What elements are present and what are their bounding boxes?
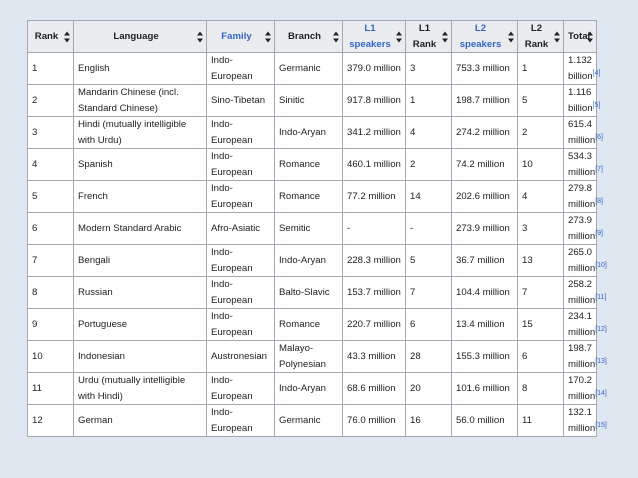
branch-cell[interactable] [275, 245, 343, 277]
header-row [28, 21, 597, 53]
l1-speakers-cell-text: 77.2 million [347, 190, 396, 202]
header-language-label: Language [113, 30, 159, 42]
family-cell-text: Austronesian [211, 350, 267, 362]
total-cell-text: 273.9 million [568, 215, 596, 242]
l2-rank-cell [518, 405, 564, 437]
l1-rank-cell-text: - [410, 222, 414, 234]
total-cell [564, 213, 603, 245]
reference-link[interactable]: [8] [595, 197, 603, 205]
family-cell-text: Indo-European [211, 247, 253, 274]
l1-speakers-cell [343, 85, 406, 117]
l1-rank-cell-text: 6 [410, 318, 416, 330]
l1-rank-cell-text: 28 [410, 350, 421, 362]
reference-link[interactable]: [6] [595, 133, 603, 141]
header-branch[interactable] [275, 21, 343, 53]
header-l1-rank-label: L1 Rank [412, 23, 437, 50]
l2-rank-cell-text: 5 [522, 94, 528, 106]
sort-icon[interactable] [396, 31, 402, 42]
language-cell-text: German [78, 414, 113, 426]
reference-link[interactable]: [7] [595, 165, 603, 173]
rank-cell [28, 149, 74, 181]
l1-rank-cell-text: 16 [410, 414, 421, 426]
rank-cell-text: 9 [32, 318, 38, 330]
l1-rank-cell [406, 181, 452, 213]
table-row [28, 341, 597, 373]
branch-cell[interactable] [275, 149, 343, 181]
l2-speakers-cell [452, 53, 518, 85]
l1-speakers-cell [343, 117, 406, 149]
header-language[interactable] [74, 21, 207, 53]
family-cell-text: Indo-European [211, 375, 253, 402]
l1-rank-cell [406, 213, 452, 245]
total-cell [564, 245, 607, 277]
header-l1-rank[interactable] [406, 21, 452, 53]
l1-speakers-cell [343, 53, 406, 85]
l2-speakers-cell-text: 753.3 million [456, 62, 510, 74]
l1-speakers-cell [343, 181, 406, 213]
branch-cell-text: Germanic [279, 414, 321, 426]
l2-rank-cell [518, 181, 564, 213]
l1-rank-cell-text: 4 [410, 126, 416, 138]
language-cell[interactable] [74, 117, 207, 149]
rank-cell-text: 5 [32, 190, 38, 202]
l2-speakers-cell-text: 155.3 million [456, 350, 510, 362]
l2-rank-cell-text: 13 [522, 254, 533, 266]
header-branch-label: Branch [287, 30, 322, 42]
l1-rank-cell [406, 373, 452, 405]
l2-rank-cell [518, 213, 564, 245]
l2-speakers-cell [452, 181, 518, 213]
reference-link[interactable]: [5] [592, 101, 601, 109]
family-cell-text: Indo-European [211, 119, 253, 146]
language-cell[interactable] [74, 181, 207, 213]
l2-speakers-cell [452, 309, 518, 341]
family-cell[interactable] [207, 405, 275, 437]
family-cell-text: Sino-Tibetan [211, 94, 266, 106]
table-row [28, 117, 597, 149]
l2-speakers-cell-text: 104.4 million [456, 286, 510, 298]
l2-rank-cell-text: 2 [522, 126, 528, 138]
language-cell[interactable] [74, 309, 207, 341]
l1-rank-cell [406, 341, 452, 373]
family-cell[interactable] [207, 309, 275, 341]
rank-cell-text: 4 [32, 158, 38, 170]
l2-speakers-cell [452, 405, 518, 437]
language-cell-text: Indonesian [78, 350, 125, 362]
l1-speakers-cell-text: 228.3 million [347, 254, 401, 266]
table-body [28, 53, 607, 437]
rank-cell [28, 405, 74, 437]
rank-cell [28, 181, 74, 213]
branch-cell-text: Malayo-Polynesian [279, 343, 326, 370]
sort-icon[interactable] [442, 31, 448, 42]
l2-speakers-cell [452, 277, 518, 309]
language-cell[interactable] [74, 85, 207, 117]
family-cell[interactable] [207, 341, 275, 373]
header-total-label: Total [568, 30, 591, 42]
language-cell-text: Portuguese [78, 318, 128, 330]
l1-speakers-cell-text: 460.1 million [347, 158, 401, 170]
family-cell-text: Indo-European [211, 407, 253, 434]
l2-rank-cell [518, 277, 564, 309]
reference-link[interactable]: [13] [595, 357, 607, 365]
l1-rank-cell-text: 2 [410, 158, 416, 170]
header-l2-speakers[interactable] [452, 21, 518, 53]
l2-rank-cell-text: 3 [522, 222, 528, 234]
branch-cell[interactable] [275, 181, 343, 213]
branch-cell[interactable] [275, 341, 343, 373]
language-cell-text: Russian [78, 286, 113, 298]
family-cell-text: Indo-European [211, 311, 253, 338]
total-cell [564, 117, 603, 149]
rank-cell [28, 373, 74, 405]
rank-cell-text: 6 [32, 222, 38, 234]
l1-speakers-cell [343, 309, 406, 341]
sort-icon[interactable] [333, 31, 339, 42]
reference-link[interactable]: [10] [595, 261, 607, 269]
l2-speakers-cell [452, 85, 518, 117]
family-cell[interactable] [207, 117, 275, 149]
reference-link[interactable]: [4] [592, 69, 601, 77]
total-cell [564, 85, 601, 117]
family-cell-text: Indo-European [211, 183, 253, 210]
l2-speakers-cell [452, 149, 518, 181]
l1-speakers-cell-text: 917.8 million [347, 94, 401, 106]
language-cell-text: Bengali [78, 254, 111, 266]
l1-speakers-cell-text: 43.3 million [347, 350, 396, 362]
family-cell-text: Indo-European [211, 55, 253, 82]
l1-rank-cell-text: 7 [410, 286, 416, 298]
l2-rank-cell [518, 373, 564, 405]
total-cell [564, 181, 603, 213]
total-cell-text: 198.7 million [568, 343, 596, 370]
rank-cell [28, 309, 74, 341]
l2-speakers-cell-text: 101.6 million [456, 382, 510, 394]
l2-speakers-cell-text: 13.4 million [456, 318, 505, 330]
l1-speakers-cell-text: 76.0 million [347, 414, 396, 426]
sort-icon[interactable] [587, 31, 593, 42]
header-family[interactable] [207, 21, 275, 53]
family-cell-text: Afro-Asiatic [211, 222, 261, 234]
l1-rank-cell-text: 20 [410, 382, 421, 394]
rank-cell [28, 85, 74, 117]
sort-icon[interactable] [265, 31, 271, 42]
l1-speakers-cell [343, 245, 406, 277]
total-cell-text: 170.2 million [568, 375, 596, 402]
l2-rank-cell-text: 4 [522, 190, 528, 202]
l1-speakers-cell [343, 277, 406, 309]
l2-rank-cell-text: 7 [522, 286, 528, 298]
family-cell-text: Indo-European [211, 279, 253, 306]
table-row [28, 85, 597, 117]
total-cell-text: 234.1 million [568, 311, 596, 338]
reference-link[interactable]: [15] [595, 421, 607, 429]
l1-rank-cell-text: 14 [410, 190, 421, 202]
total-cell [564, 277, 607, 309]
branch-cell[interactable] [275, 85, 343, 117]
l1-speakers-cell-text: 220.7 million [347, 318, 401, 330]
l2-speakers-cell [452, 117, 518, 149]
header-l2-speakers-label[interactable]: L2 speakers [459, 23, 502, 50]
l2-rank-cell-text: 1 [522, 62, 528, 74]
branch-cell-text: Romance [279, 190, 321, 202]
branch-cell-text: Indo-Aryan [279, 254, 326, 266]
l2-speakers-cell [452, 245, 518, 277]
l1-rank-cell [406, 53, 452, 85]
l2-speakers-cell [452, 341, 518, 373]
l1-rank-cell [406, 309, 452, 341]
reference-link[interactable]: [11] [595, 293, 607, 301]
sort-icon[interactable] [554, 31, 560, 42]
branch-cell-text: Indo-Aryan [279, 382, 326, 394]
l1-speakers-cell-text: 153.7 million [347, 286, 401, 298]
l2-speakers-cell [452, 213, 518, 245]
l1-rank-cell [406, 85, 452, 117]
total-cell-text: 615.4 million [568, 119, 596, 146]
l2-rank-cell-text: 15 [522, 318, 533, 330]
language-cell-text: Hindi (mutually intelligible with Urdu) [78, 119, 187, 146]
rank-cell [28, 341, 74, 373]
total-cell [564, 309, 607, 341]
branch-cell[interactable] [275, 309, 343, 341]
l2-rank-cell-text: 10 [522, 158, 533, 170]
l2-speakers-cell-text: 273.9 million [456, 222, 510, 234]
l1-rank-cell [406, 405, 452, 437]
total-cell-text: 1.132 billion [568, 55, 593, 82]
reference-link[interactable]: [14] [595, 389, 607, 397]
language-cell[interactable] [74, 245, 207, 277]
l2-rank-cell-text: 8 [522, 382, 528, 394]
language-cell-text: Mandarin Chinese (incl. Standard Chinese) [78, 87, 179, 114]
l1-speakers-cell [343, 149, 406, 181]
total-cell-text: 265.0 million [568, 247, 596, 274]
family-cell[interactable] [207, 181, 275, 213]
rank-cell [28, 277, 74, 309]
header-family-label[interactable]: Family [221, 30, 252, 42]
rank-cell-text: 7 [32, 254, 38, 266]
reference-link[interactable]: [12] [595, 325, 607, 333]
l1-rank-cell [406, 245, 452, 277]
language-cell[interactable] [74, 53, 207, 85]
table-row [28, 309, 597, 341]
branch-cell-text: Balto-Slavic [279, 286, 330, 298]
total-cell-text: 1.116 billion [568, 87, 593, 114]
table-row [28, 373, 597, 405]
branch-cell[interactable] [275, 117, 343, 149]
language-cell[interactable] [74, 405, 207, 437]
language-cell-text: Spanish [78, 158, 113, 170]
l1-speakers-cell [343, 341, 406, 373]
l2-speakers-cell-text: 202.6 million [456, 190, 510, 202]
branch-cell[interactable] [275, 53, 343, 85]
reference-link[interactable]: [9] [595, 229, 603, 237]
l2-rank-cell-text: 6 [522, 350, 528, 362]
rank-cell [28, 245, 74, 277]
rank-cell-text: 8 [32, 286, 38, 298]
total-cell [564, 149, 603, 181]
l1-rank-cell-text: 3 [410, 62, 416, 74]
l1-rank-cell [406, 149, 452, 181]
rank-cell-text: 12 [32, 414, 43, 426]
table-row [28, 149, 597, 181]
total-cell-text: 279.8 million [568, 183, 596, 210]
total-cell-text: 534.3 million [568, 151, 596, 178]
rank-cell-text: 2 [32, 94, 38, 106]
l1-speakers-cell [343, 373, 406, 405]
rank-cell [28, 53, 74, 85]
sort-icon[interactable] [64, 31, 70, 42]
table-row [28, 181, 597, 213]
l1-speakers-cell-text: - [347, 222, 351, 234]
family-cell[interactable] [207, 213, 275, 245]
total-cell-text: 132.1 million [568, 407, 596, 434]
l2-rank-cell [518, 117, 564, 149]
rank-cell-text: 1 [32, 62, 38, 74]
family-cell-text: Indo-European [211, 151, 253, 178]
l2-speakers-cell-text: 74.2 million [456, 158, 505, 170]
l1-speakers-cell-text: 379.0 million [347, 62, 401, 74]
family-cell[interactable] [207, 53, 275, 85]
family-cell[interactable] [207, 245, 275, 277]
language-cell[interactable] [74, 277, 207, 309]
branch-cell[interactable] [275, 405, 343, 437]
total-cell [564, 373, 607, 405]
l2-rank-cell [518, 53, 564, 85]
branch-cell[interactable] [275, 213, 343, 245]
total-cell [564, 341, 607, 373]
language-cell[interactable] [74, 149, 207, 181]
l2-speakers-cell-text: 274.2 million [456, 126, 510, 138]
language-cell-text: French [78, 190, 108, 202]
header-rank-label: Rank [34, 30, 59, 42]
languages-table [27, 20, 607, 437]
l2-rank-cell [518, 309, 564, 341]
language-cell[interactable] [74, 373, 207, 405]
language-cell-text: Urdu (mutually intelligible with Hindi) [78, 375, 186, 402]
branch-cell-text: Germanic [279, 62, 321, 74]
family-cell[interactable] [207, 149, 275, 181]
language-cell[interactable] [74, 213, 207, 245]
language-cell-text: English [78, 62, 110, 74]
family-cell[interactable] [207, 373, 275, 405]
table-row [28, 53, 597, 85]
language-cell[interactable] [74, 341, 207, 373]
l2-speakers-cell-text: 56.0 million [456, 414, 505, 426]
branch-cell-text: Indo-Aryan [279, 126, 326, 138]
table-row [28, 245, 597, 277]
branch-cell-text: Semitic [279, 222, 311, 234]
family-cell[interactable] [207, 85, 275, 117]
header-l2-rank[interactable] [518, 21, 564, 53]
branch-cell[interactable] [275, 277, 343, 309]
family-cell[interactable] [207, 277, 275, 309]
rank-cell [28, 117, 74, 149]
total-cell [564, 53, 601, 85]
rank-cell-text: 10 [32, 350, 43, 362]
rank-cell-text: 3 [32, 126, 38, 138]
branch-cell[interactable] [275, 373, 343, 405]
header-l2-rank-label: L2 Rank [524, 23, 549, 50]
l2-rank-cell [518, 341, 564, 373]
sort-icon[interactable] [508, 31, 514, 42]
l1-rank-cell [406, 277, 452, 309]
l1-speakers-cell-text: 341.2 million [347, 126, 401, 138]
header-l1-speakers-label[interactable]: L1 speakers [349, 23, 391, 50]
header-total[interactable] [564, 21, 597, 53]
l2-rank-cell [518, 85, 564, 117]
rank-cell [28, 213, 74, 245]
l1-rank-cell-text: 5 [410, 254, 416, 266]
sort-icon[interactable] [197, 31, 203, 42]
l2-rank-cell [518, 149, 564, 181]
table-row [28, 277, 597, 309]
l2-speakers-cell-text: 36.7 million [456, 254, 505, 266]
total-cell [564, 405, 607, 437]
l1-speakers-cell [343, 213, 406, 245]
table-row [28, 213, 597, 245]
language-cell-text: Modern Standard Arabic [78, 222, 182, 234]
l1-rank-cell [406, 117, 452, 149]
l2-speakers-cell [452, 373, 518, 405]
rank-cell-text: 11 [32, 382, 42, 394]
header-rank[interactable] [28, 21, 74, 53]
branch-cell-text: Sinitic [279, 94, 305, 106]
table-row [28, 405, 597, 437]
l1-speakers-cell-text: 68.6 million [347, 382, 396, 394]
l1-rank-cell-text: 1 [410, 94, 416, 106]
l1-speakers-cell [343, 405, 406, 437]
l2-rank-cell [518, 245, 564, 277]
l2-speakers-cell-text: 198.7 million [456, 94, 510, 106]
branch-cell-text: Romance [279, 158, 321, 170]
l2-rank-cell-text: 11 [522, 414, 532, 426]
branch-cell-text: Romance [279, 318, 321, 330]
header-l1-speakers[interactable] [343, 21, 406, 53]
total-cell-text: 258.2 million [568, 279, 596, 306]
